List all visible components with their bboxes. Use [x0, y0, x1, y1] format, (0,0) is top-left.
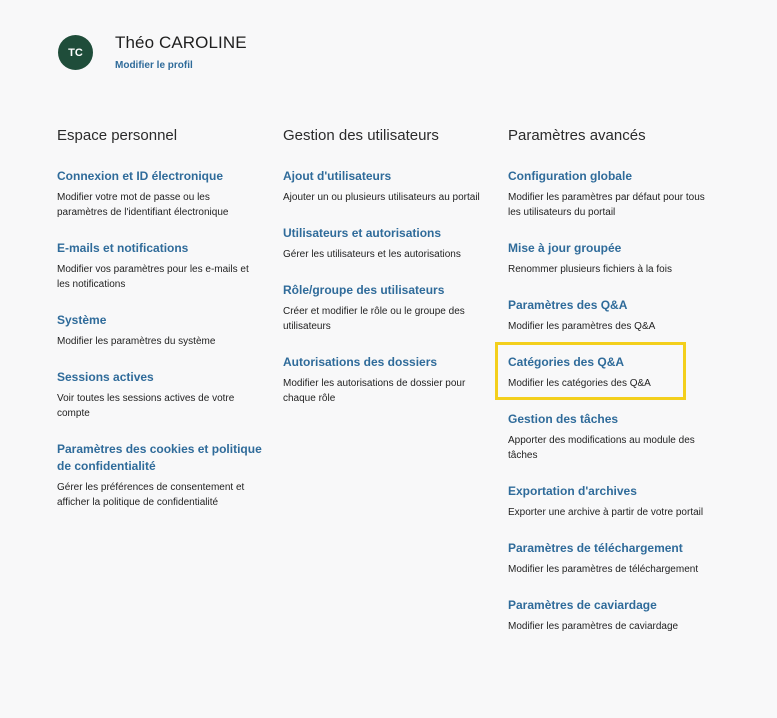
profile-text: [115, 33, 247, 71]
settings-item-description: Modifier votre mot de passe ou les paramètres de l'identifiant électronique: [57, 192, 229, 218]
settings-link-task-management[interactable]: Gestion des tâches: [508, 412, 619, 426]
settings-item-description: Renommer plusieurs fichiers à la fois: [508, 264, 672, 275]
column-advanced-settings: [508, 127, 713, 654]
avatar[interactable]: TC: [58, 35, 93, 70]
settings-item-description: Créer et modifier le rôle ou le groupe des utilisateurs: [283, 306, 465, 332]
settings-item-bulk-update: [508, 240, 713, 277]
settings-item-description: Modifier les paramètres du système: [57, 336, 216, 347]
settings-item-redaction-settings: [508, 597, 713, 634]
settings-item-global-config: [508, 168, 713, 220]
settings-item-description: Modifier les paramètres de caviardage: [508, 621, 679, 632]
settings-item-active-sessions: [57, 369, 262, 421]
settings-item-description: Modifier les paramètres par défaut pour tous les utilisateurs du portail: [508, 192, 705, 218]
settings-link-folder-permissions[interactable]: Autorisations des dossiers: [283, 355, 438, 369]
settings-item-emails: [57, 240, 262, 292]
profile-name: Théo CAROLINE: [115, 33, 247, 52]
column-title: Gestion des utilisateurs: [283, 127, 439, 144]
column-personal-space: [57, 127, 262, 530]
settings-item-folder-permissions: [283, 354, 488, 406]
column-title: Paramètres avancés: [508, 127, 646, 144]
settings-item-download-settings: [508, 540, 713, 577]
settings-item-description: Modifier les paramètres des Q&A: [508, 321, 656, 332]
settings-item-cookies: [57, 441, 262, 510]
settings-link-active-sessions[interactable]: Sessions actives: [57, 370, 154, 384]
highlight-frame: [495, 342, 686, 400]
settings-item-archive-export: [508, 483, 713, 520]
settings-item-description: Voir toutes les sessions actives de votre compte: [57, 393, 235, 419]
settings-link-login[interactable]: Connexion et ID électronique: [57, 169, 224, 183]
settings-item-description: Modifier les paramètres de téléchargement: [508, 564, 699, 575]
edit-profile-link[interactable]: Modifier le profil: [115, 60, 193, 71]
settings-link-redaction-settings[interactable]: Paramètres de caviardage: [508, 598, 657, 612]
settings-item-description: Modifier vos paramètres pour les e-mails et les notifications: [57, 264, 249, 290]
settings-link-archive-export[interactable]: Exportation d'archives: [508, 484, 637, 498]
settings-link-emails[interactable]: E-mails et notifications: [57, 241, 189, 255]
settings-link-global-config[interactable]: Configuration globale: [508, 169, 632, 183]
settings-item-login: [57, 168, 262, 220]
settings-link-qa-settings[interactable]: Paramètres des Q&A: [508, 298, 628, 312]
settings-item-description: Ajouter un ou plusieurs utilisateurs au portail: [283, 192, 480, 203]
settings-link-users-permissions[interactable]: Utilisateurs et autorisations: [283, 226, 442, 240]
settings-item-system: [57, 312, 262, 349]
settings-item-description: Gérer les préférences de consentement et afficher la politique de confidentialité: [57, 482, 245, 508]
settings-item-task-management: [508, 411, 713, 463]
settings-item-description: Apporter des modifications au module des tâches: [508, 435, 695, 461]
column-title: Espace personnel: [57, 127, 178, 144]
settings-link-system[interactable]: Système: [57, 313, 107, 327]
settings-link-add-users[interactable]: Ajout d'utilisateurs: [283, 169, 392, 183]
profile-header: [58, 33, 247, 71]
settings-item-description: Modifier les autorisations de dossier pour chaque rôle: [283, 378, 466, 404]
settings-item-users-permissions: [283, 225, 488, 262]
settings-item-user-roles: [283, 282, 488, 334]
column-user-management: [283, 127, 488, 426]
settings-item-qa-categories: [508, 354, 713, 391]
settings-link-qa-categories[interactable]: Catégories des Q&A: [508, 355, 625, 369]
settings-item-description: Gérer les utilisateurs et les autorisations: [283, 249, 461, 260]
settings-item-description: Exporter une archive à partir de votre portail: [508, 507, 704, 518]
settings-item-qa-settings: [508, 297, 713, 334]
settings-link-bulk-update[interactable]: Mise à jour groupée: [508, 241, 622, 255]
settings-item-add-users: [283, 168, 488, 205]
settings-item-description: Modifier les catégories des Q&A: [508, 378, 651, 389]
settings-link-download-settings[interactable]: Paramètres de téléchargement: [508, 541, 683, 555]
settings-link-user-roles[interactable]: Rôle/groupe des utilisateurs: [283, 283, 445, 297]
settings-link-cookies[interactable]: Paramètres des cookies et politique de confidentialité: [57, 442, 262, 473]
